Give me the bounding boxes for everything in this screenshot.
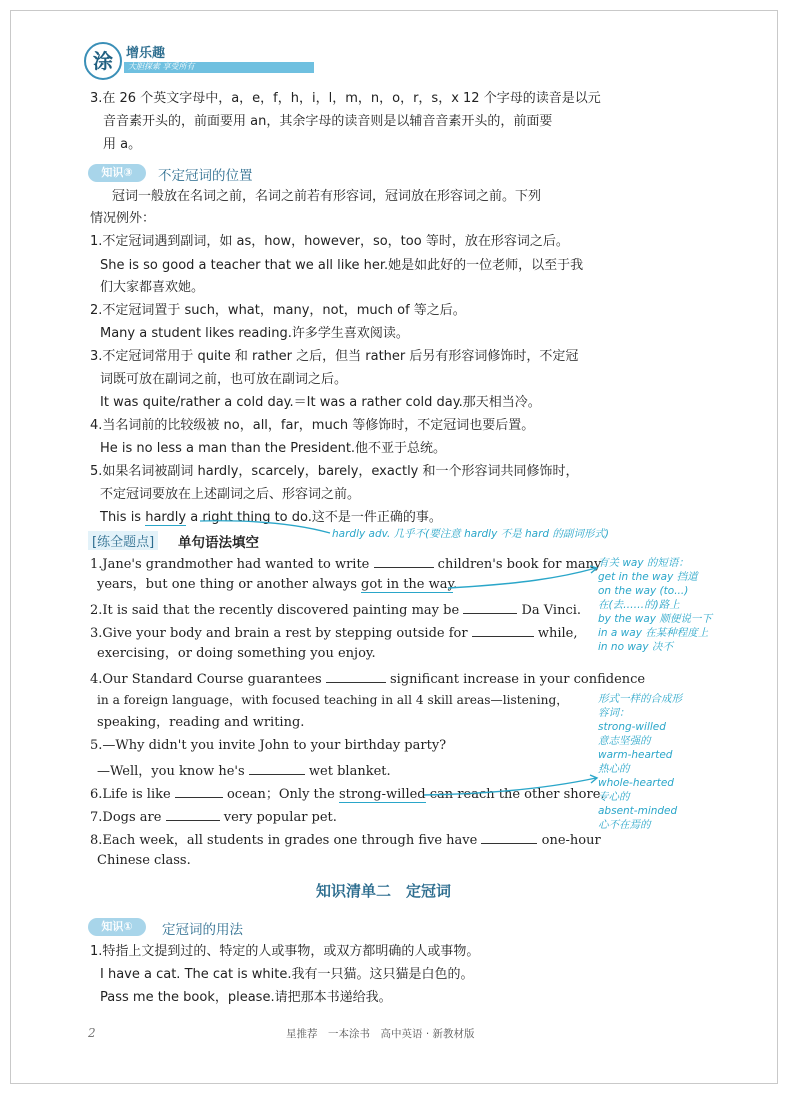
note-compound-line: 容词：: [598, 707, 630, 719]
note-compound-line: 专心的: [598, 791, 630, 803]
question-5-reply-b: wet blanket.: [308, 764, 391, 779]
question-2-text: 2.It is said that the recently discovered painting may be: [90, 603, 460, 618]
note-compound-line: warm-hearted: [598, 749, 673, 761]
rule-3-example: It was quite/rather a cold day.＝It was a rather cold day.那天相当冷。: [100, 395, 541, 410]
rule-4-example: He is no less a man than the President.他不亚于总统。: [100, 441, 447, 456]
question-5-reply-text: —Well，you know he's: [97, 764, 245, 779]
intro-line-2: 音音素开头的，前面要用 an，其余字母的读音则是以辅音音素开头的，前面要: [103, 114, 553, 129]
question-4: [90, 668, 645, 689]
answer-blank[interactable]: [175, 783, 223, 798]
note-compound-line: 意志坚强的: [598, 735, 651, 747]
section1-line-1: 1.特指上文提到过的、特定的人或事物，或双方都明确的人或事物。: [90, 944, 480, 959]
section-badge: 知识③: [88, 164, 146, 182]
rule-5-example: [100, 509, 442, 527]
question-3-text: 3.Give your body and brain a rest by stepping outside for: [90, 626, 468, 641]
question-4-text: 4.Our Standard Course guarantees: [90, 672, 322, 687]
note-compound-line: 热心的: [598, 763, 630, 775]
answer-blank[interactable]: [472, 622, 534, 637]
question-7-text: 7.Dogs are: [90, 810, 162, 825]
answer-blank[interactable]: [374, 553, 434, 568]
note-hardly: hardly adv. 几乎不(要注意 hardly 不是 hard 的副词形式): [332, 528, 609, 540]
question-3-cont: exercising，or doing something you enjoy.: [97, 646, 376, 661]
section-badge: 知识①: [88, 918, 146, 936]
question-4-cont-2: speaking，reading and writing.: [97, 715, 305, 730]
rule-3-cont: 词既可放在副词之前，也可放在副词之后。: [100, 372, 348, 387]
rule-2-example: Many a student likes reading.许多学生喜欢阅读。: [100, 326, 409, 341]
question-1-period: .: [453, 577, 458, 592]
rule-1: 1.不定冠词遇到副词，如 as，how，however，so，too 等时，放在形容词之后。: [90, 234, 569, 249]
note-way-line: 在(去……的)路上: [598, 599, 680, 611]
note-way-line: by the way 顺便说一下: [598, 613, 712, 625]
logo-circle: 涂: [84, 42, 122, 80]
section1-line-2: I have a cat. The cat is white.我有一只猫。这只猫是白色的。: [100, 967, 474, 982]
section1-line-3: Pass me the book，please.请把那本书递给我。: [100, 990, 392, 1005]
question-1-text-b: children's book for many: [437, 557, 602, 572]
note-way: [598, 556, 712, 654]
answer-blank[interactable]: [249, 760, 305, 775]
section-title: 定冠词的用法: [162, 922, 243, 938]
question-1: [90, 553, 601, 574]
question-1-text: 1.Jane's grandmother had wanted to write: [90, 557, 370, 572]
note-compound-line: whole-hearted: [598, 777, 674, 789]
answer-blank[interactable]: [326, 668, 386, 683]
question-6-text-b: ocean；Only the: [226, 787, 339, 802]
question-1-phrase: got in the way: [361, 577, 454, 592]
intro-line-1: 3.在 26 个英文字母中，a，e，f，h，i，l，m，n，o，r，s，x 12 个字母的读音是以元: [90, 91, 601, 106]
question-6-text-c: can reach the other shore.: [425, 787, 605, 802]
question-4-cont: in a foreign language，with focused teaching in all 4 skill areas—listening，: [97, 693, 569, 707]
page-number: 2: [88, 1026, 96, 1040]
rule-5-example-b: a right thing to do.这不是一件正确的事。: [186, 510, 442, 525]
section-title: 不定冠词的位置: [158, 168, 253, 184]
note-compound: [598, 692, 682, 832]
question-8: [90, 829, 601, 850]
question-2-text-b: Da Vinci.: [521, 603, 582, 618]
question-8-text: 8.Each week，all students in grades one through five have: [90, 833, 478, 848]
answer-blank[interactable]: [463, 599, 517, 614]
question-6-text: 6.Life is like: [90, 787, 171, 802]
question-6-phrase: strong-willed: [338, 787, 426, 802]
question-7-text-b: very popular pet.: [223, 810, 337, 825]
question-7: [90, 806, 337, 827]
practice-tag: [练全题点]: [88, 531, 158, 550]
section3-intro-2: 情况例外：: [90, 211, 156, 226]
question-5-reply: [97, 760, 391, 781]
rule-1-example: She is so good a teacher that we all like her.她是如此好的一位老师，以至于我: [100, 258, 584, 273]
rule-1-example-cont: 们大家都喜欢她。: [100, 280, 205, 295]
header-slogan: 大胆探索 享受所有: [128, 62, 195, 71]
question-2: [90, 599, 581, 620]
question-8-cont: Chinese class.: [97, 853, 191, 868]
intro-line-3: 用 a。: [103, 137, 142, 152]
part2-title: 知识清单二 定冠词: [316, 882, 452, 900]
answer-blank[interactable]: [481, 829, 537, 844]
question-1-cont-a: years，but one thing or another always: [97, 577, 362, 592]
rule-5: 5.如果名词被副词 hardly，scarcely，barely，exactly 和一个形容词共同修饰时，: [90, 464, 579, 479]
note-compound-line: 心不在焉的: [598, 819, 651, 831]
answer-blank[interactable]: [166, 806, 220, 821]
section3-intro-1: 冠词一般放在名词之前，名词之前若有形容词，冠词放在形容词之前。下列: [112, 189, 542, 204]
question-8-text-b: one-hour: [541, 833, 601, 848]
question-3-text-b: while,: [537, 626, 578, 641]
practice-title: 单句语法填空: [178, 535, 259, 551]
rule-2: 2.不定冠词置于 such，what，many，not，much of 等之后。: [90, 303, 466, 318]
footer-text: 星推荐 一本涂书 高中英语 · 新教材版: [286, 1028, 475, 1040]
question-3: [90, 622, 578, 643]
question-4-text-b: significant increase in your confidence: [389, 672, 646, 687]
rule-5-cont: 不定冠词要放在上述副词之后、形容词之前。: [100, 487, 361, 502]
note-compound-line: strong-willed: [598, 721, 666, 733]
note-way-line: on the way (to...): [598, 585, 689, 597]
header-title: 增乐趣: [126, 46, 166, 61]
header-logo: [84, 40, 304, 82]
question-6: [90, 783, 605, 804]
question-1-cont: [97, 576, 457, 594]
note-compound-line: 形式一样的合成形: [598, 693, 682, 705]
note-compound-line: absent-minded: [598, 805, 678, 817]
note-way-line: 有关 way 的短语：: [598, 557, 689, 569]
question-5: 5.—Why didn't you invite John to your birthday party?: [90, 738, 447, 753]
rule-4: 4.当名词前的比较级被 no，all，far，much 等修饰时，不定冠词也要后置。: [90, 418, 535, 433]
note-way-line: get in the way 挡道: [598, 571, 698, 583]
note-way-line: in a way 在某种程度上: [598, 627, 709, 639]
note-way-line: in no way 决不: [598, 641, 673, 653]
rule-5-example-a: This is: [100, 510, 146, 525]
rule-5-example-hardly: hardly: [145, 510, 187, 525]
rule-3: 3.不定冠词常用于 quite 和 rather 之后，但当 rather 后另有形容词修饰时，不定冠: [90, 349, 579, 364]
